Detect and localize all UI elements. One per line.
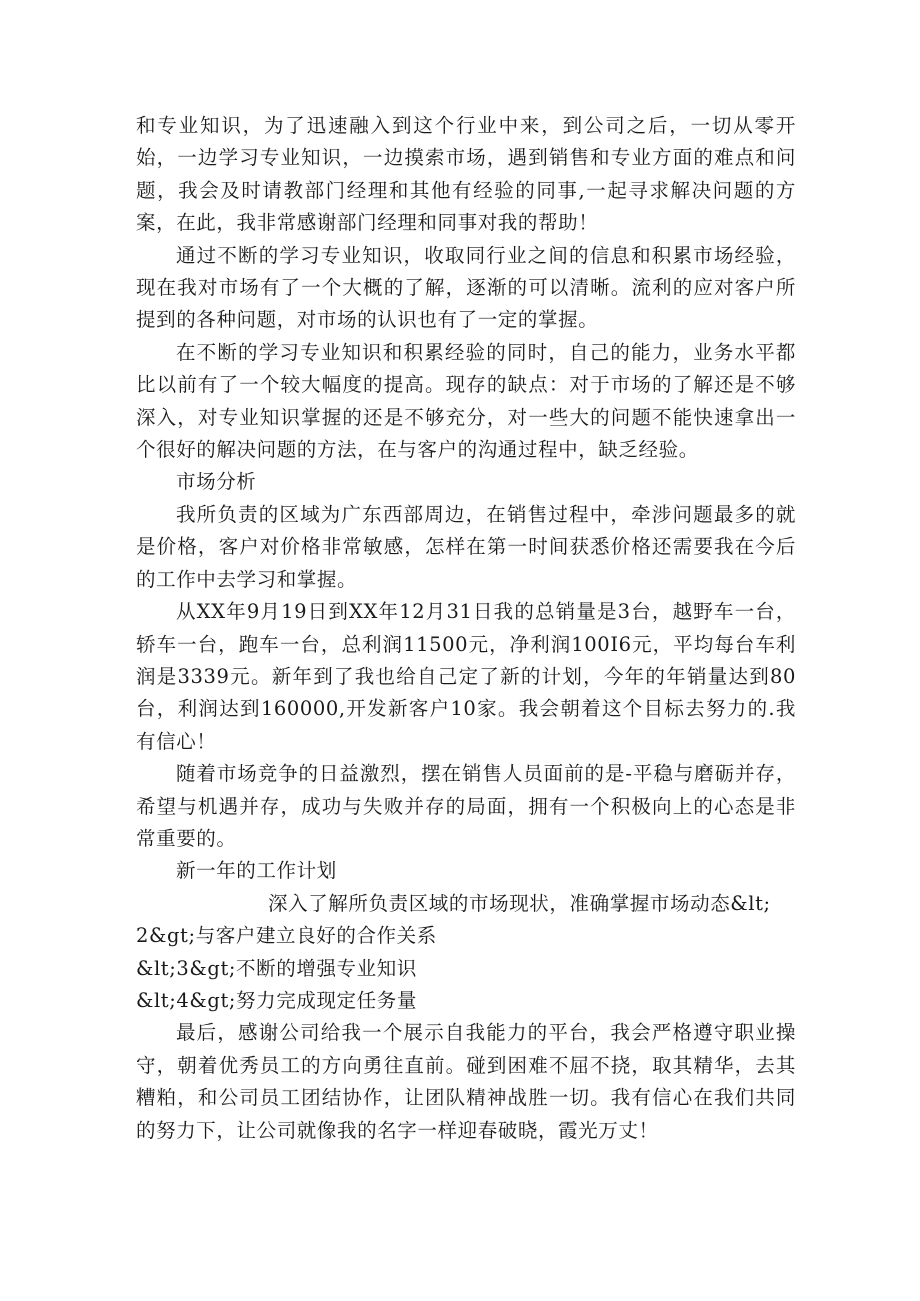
heading-work-plan: 新一年的工作计划 bbox=[176, 859, 337, 883]
plan-item-4: &lt;4&gt;努力完成现定任务量 bbox=[136, 988, 417, 1012]
plan-item-3: &lt;3&gt;不断的增强专业知识 bbox=[136, 956, 417, 980]
paragraph-intro: 和专业知识，为了迅速融入到这个行业中来，到公司之后，一切从零开始，一边学习专业知识，一边摸索市场，遇到销售和专业方面的难点和问题，我会及时请教部门经理和其他有经验的同事,一起寻求解决问题的方案，在此，我非常感谢部门经理和同事对我的帮助！ bbox=[136, 114, 796, 235]
paragraph-shortcomings: 在不断的学习专业知识和积累经验的同时，自己的能力，业务水平都比以前有了一个较大幅度的提高。现存的缺点：对于市场的了解还是不够深入，对专业知识掌握的还是不够充分，对一些大的问题不能快速拿出一个很好的解决问题的方法，在与客户的沟通过程中，缺乏经验。 bbox=[136, 340, 796, 462]
plan-item-2: 2&gt;与客户建立良好的合作关系 bbox=[136, 924, 437, 948]
heading-market-analysis: 市场分析 bbox=[176, 470, 257, 494]
paragraph-closing: 最后，感谢公司给我一个展示自我能力的平台，我会严格遵守职业操守，朝着优秀员工的方向勇往直前。碰到困难不屈不挠，取其精华，去其糟粕，和公司员工团结协作，让团队精神战胜一切。我有信心在我们共同的努力下，让公司就像我的名字一样迎春破晓，霞光万丈！ bbox=[136, 1021, 796, 1142]
paragraph-region: 我所负责的区域为广东西部周边，在销售过程中，牵涉问题最多的就是价格，客户对价格非常敏感，怎样在第一时间获悉价格还需要我在今后的工作中去学习和掌握。 bbox=[136, 502, 796, 591]
document-body bbox=[136, 110, 796, 1147]
paragraph-learning: 通过不断的学习专业知识，收取同行业之间的信息和积累市场经验，现在我对市场有了一个大概的了解，逐渐的可以清晰。流利的应对客户所提到的各种问题，对市场的认识也有了一定的掌握。 bbox=[136, 243, 796, 332]
plan-item-1: 深入了解所负责区域的市场现状，准确掌握市场动态&lt; bbox=[268, 891, 771, 915]
paragraph-competition: 随着市场竞争的日益激烈，摆在销售人员面前的是-平稳与磨砺并存，希望与机遇并存，成功与失败并存的局面，拥有一个积极向上的心态是非常重要的。 bbox=[136, 762, 796, 850]
paragraph-sales-figures: 从XX年9月19日到XX年12月31日我的总销量是3台，越野车一台，轿车一台，跑车一台，总利润11500元，净利润100I6元，平均每台车利润是3339元。新年到了我也给自己定了新的计划，今年的年销量达到80台，利润达到160000,开发新客户10家。我会朝着这个目标去努力的.我有信心！ bbox=[136, 600, 796, 753]
